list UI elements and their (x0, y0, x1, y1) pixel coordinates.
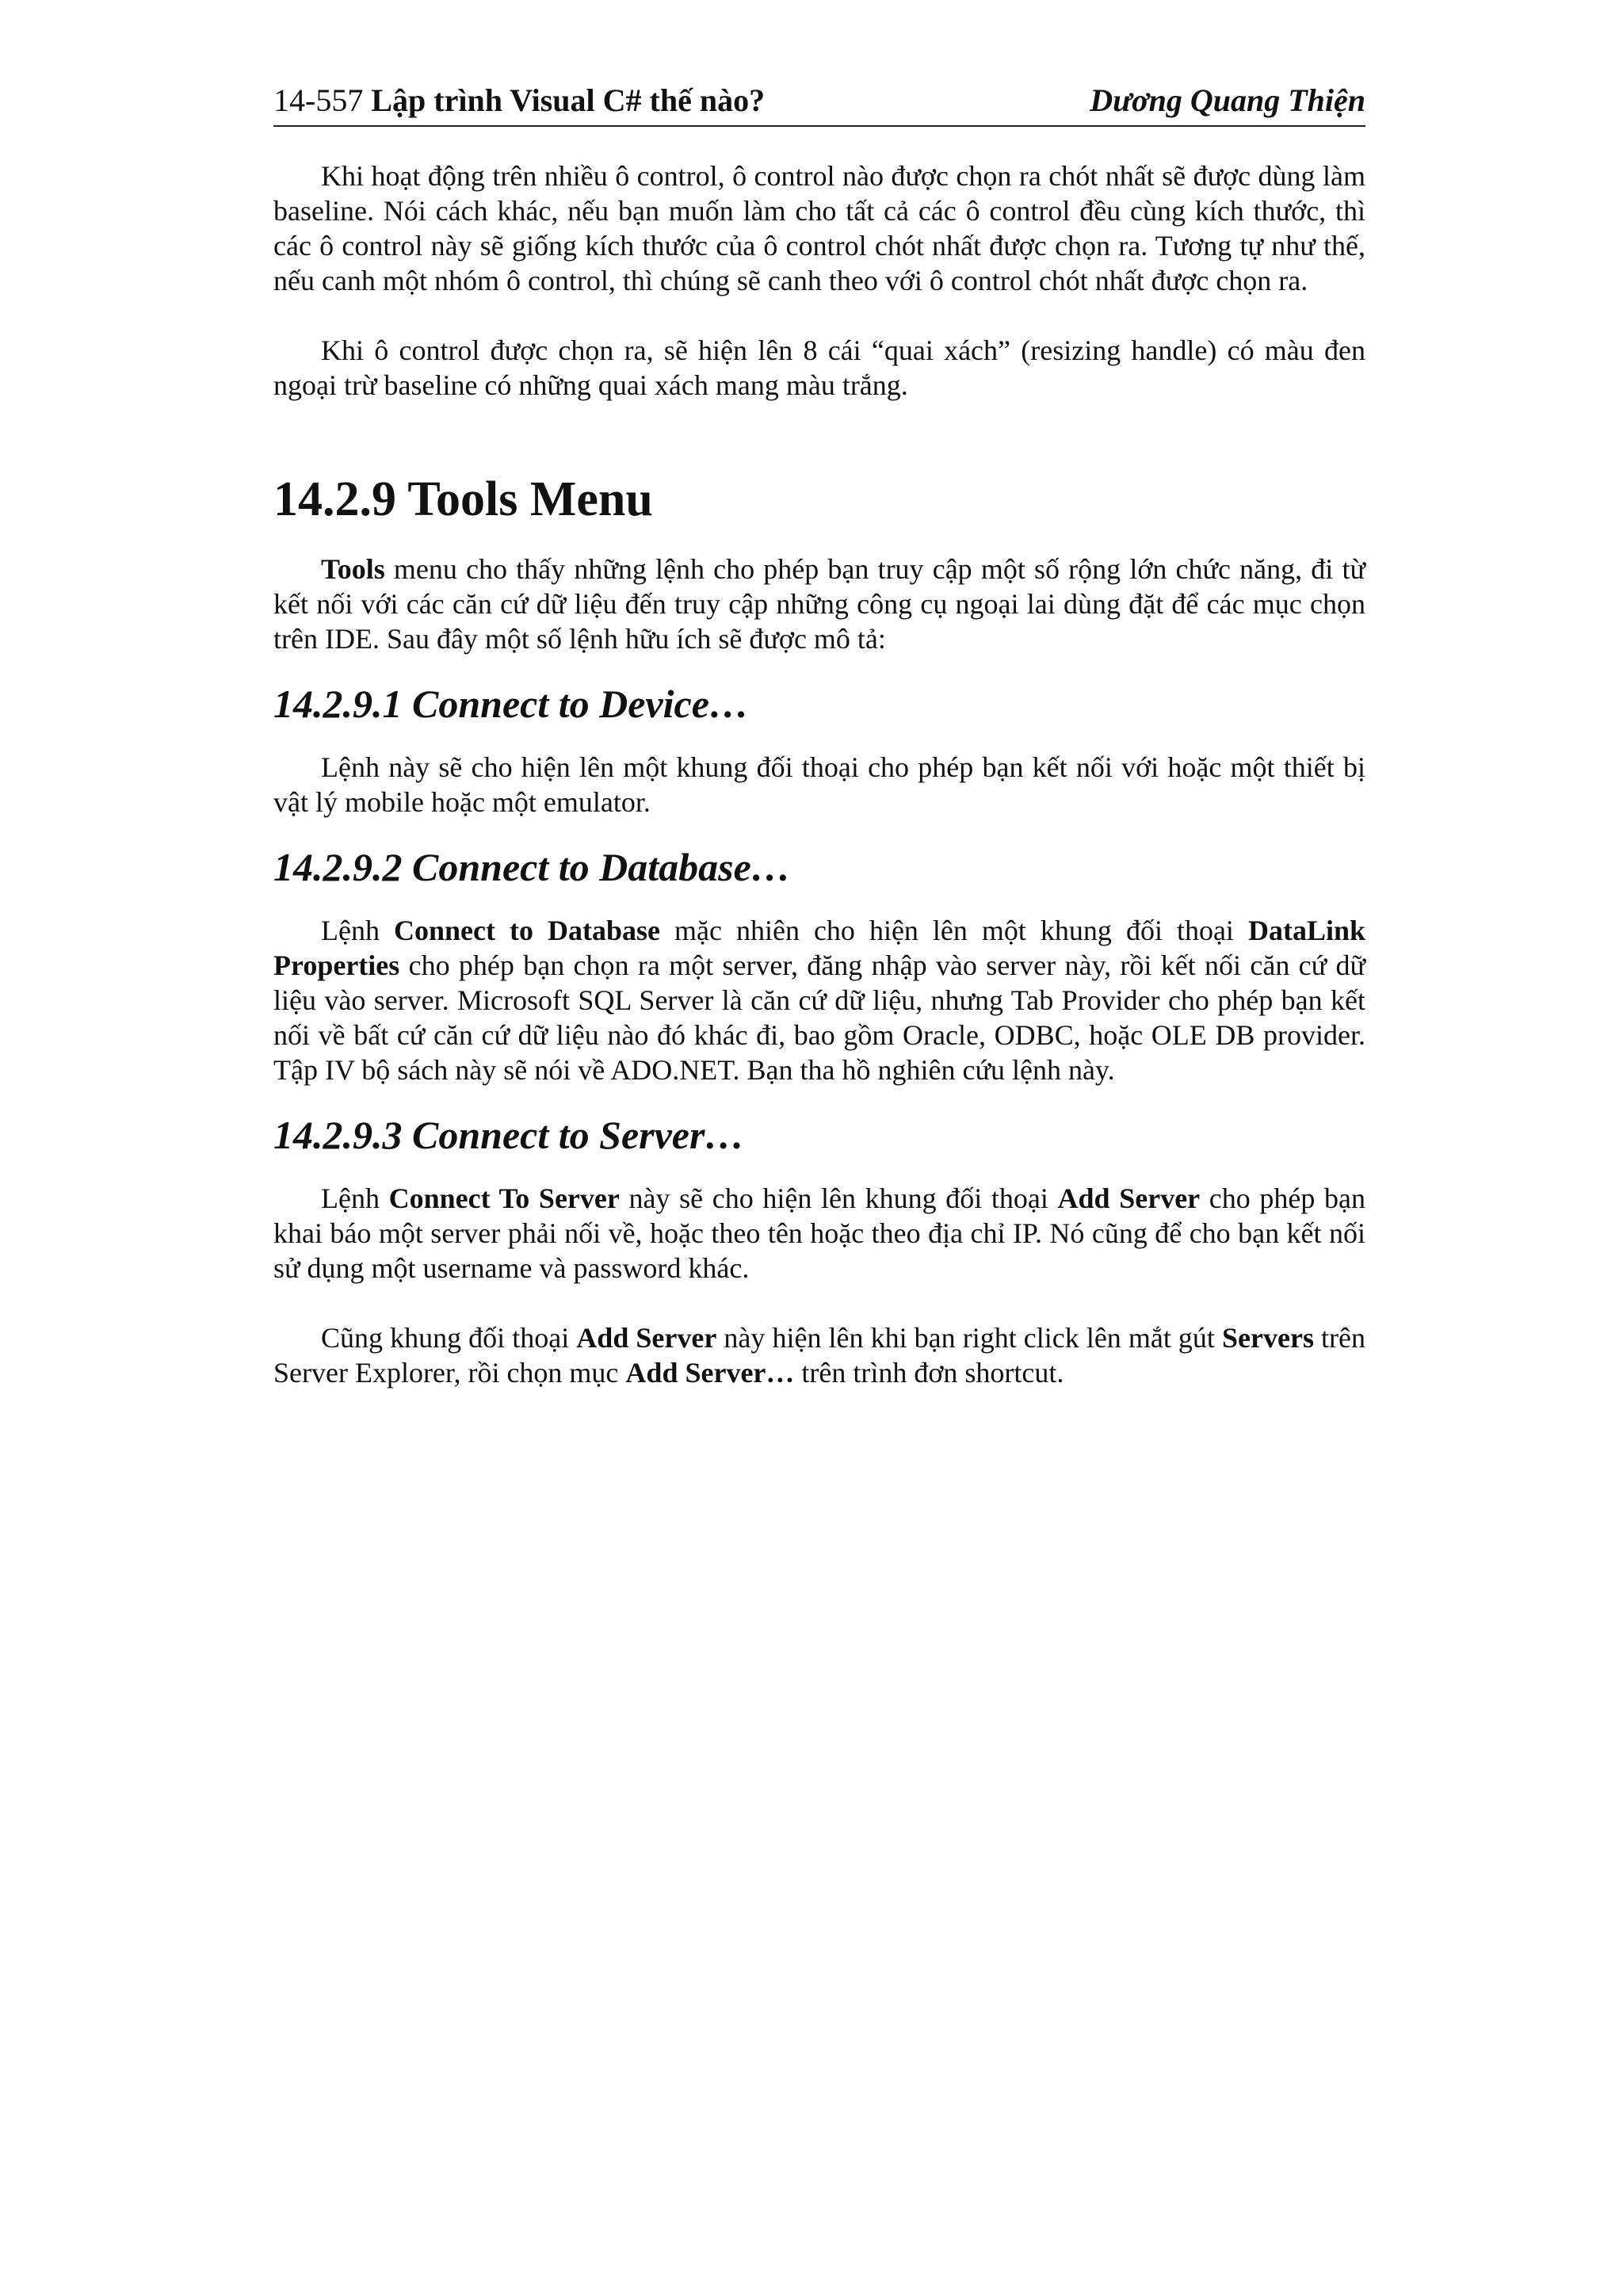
paragraph-connect-device: Lệnh này sẽ cho hiện lên một khung đối thoại cho phép bạn kết nối với hoặc một thiết bị vật lý mobile hoặc một emulator. (273, 751, 1365, 818)
body-text: cho phép bạn chọn ra một server, đăng nhập vào server này, rồi kết nối căn cứ dữ liệu vào server. Microsoft SQL Server là căn cứ dữ liệu, nhưng Tab Provider cho phép bạn kết nối về bất cứ căn cứ dữ liệu nào đó khác đi, bao gồm Oracle, ODBC, hoặc OLE DB provider. Tập IV bộ sách này sẽ nói về ADO.NET. Bạn tha hồ nghiên cứu lệnh này. (273, 949, 1365, 1086)
paragraph-baseline: Khi hoạt động trên nhiều ô control, ô control nào được chọn ra chót nhất sẽ được dùng làm baseline. Nói cách khác, nếu bạn muốn làm cho tất cả các ô control đều cùng kích thước, thì các ô control này sẽ giống kích thước của ô control chót nhất được chọn ra. Tương tự như thế, nếu canh một nhóm ô control, thì chúng sẽ canh theo với ô control chót nhất được chọn ra. (273, 160, 1365, 296)
page-header (273, 76, 1365, 127)
paragraph-add-server (273, 1320, 1365, 1390)
section-heading-tools-menu: 14.2.9 Tools Menu (273, 472, 653, 526)
body-text: này hiện lên khi bạn right click lên mắt gút (716, 1322, 1223, 1354)
bold-text: Servers (1222, 1322, 1314, 1354)
paragraph-connect-database (273, 913, 1365, 1087)
body-text: mặc nhiên cho hiện lên một khung đối thoại (659, 915, 1248, 946)
subsection-heading-connect-server: 14.2.9.3 Connect to Server… (273, 1113, 745, 1157)
document-page (273, 0, 1365, 2296)
body-text: này sẽ cho hiện lên khung đối thoại (619, 1182, 1058, 1214)
bold-text: Add Server (576, 1322, 717, 1354)
bold-text: Add Server (1057, 1182, 1201, 1214)
page-content (273, 159, 1365, 1390)
bold-text: Connect to Database (393, 915, 660, 946)
body-text: Cũng khung đối thoại (321, 1322, 577, 1354)
body-text: menu cho thấy những lệnh cho phép bạn truy cập một số rộng lớn chức năng, đi từ kết nối với các căn cứ dữ liệu đến truy cập những công cụ ngoại lai dùng đặt để các mục chọn trên IDE. Sau đây một số lệnh hữu ích sẽ được mô tả: (273, 553, 1365, 655)
subsection-heading-connect-database: 14.2.9.2 Connect to Database… (273, 845, 791, 889)
body-text: cho phép bạn khai báo một server phải nối về, hoặc theo tên hoặc theo địa chỉ IP. Nó cũng để cho bạn kết nối sử dụng một username và password khác. (273, 1182, 1366, 1284)
bold-text: Tools (321, 553, 385, 585)
body-text: trên Server Explorer, rồi chọn mục (273, 1322, 1366, 1389)
paragraph-tools-menu (273, 552, 1365, 656)
author-name: Dương Quang Thiện (1090, 82, 1365, 118)
paragraph-connect-server (273, 1181, 1365, 1286)
page-number: 14-557 (273, 82, 364, 118)
bold-text: Connect To Server (388, 1182, 620, 1214)
bold-text: DataLink Properties (273, 915, 1365, 981)
header-left (273, 76, 765, 125)
book-title: Lập trình Visual C# thế nào? (371, 82, 766, 118)
body-text: Lệnh (321, 1182, 389, 1214)
subsection-heading-connect-device: 14.2.9.1 Connect to Device… (273, 682, 749, 726)
body-text: Lệnh (321, 915, 394, 946)
paragraph-resizing-handles: Khi ô control được chọn ra, sẽ hiện lên 8 cái “quai xách” (resizing handle) có màu đen ngoại trừ baseline có những quai xách mang màu trắng. (273, 334, 1365, 401)
bold-text: Add Server… (625, 1357, 795, 1389)
body-text: trên trình đơn shortcut. (794, 1357, 1064, 1389)
